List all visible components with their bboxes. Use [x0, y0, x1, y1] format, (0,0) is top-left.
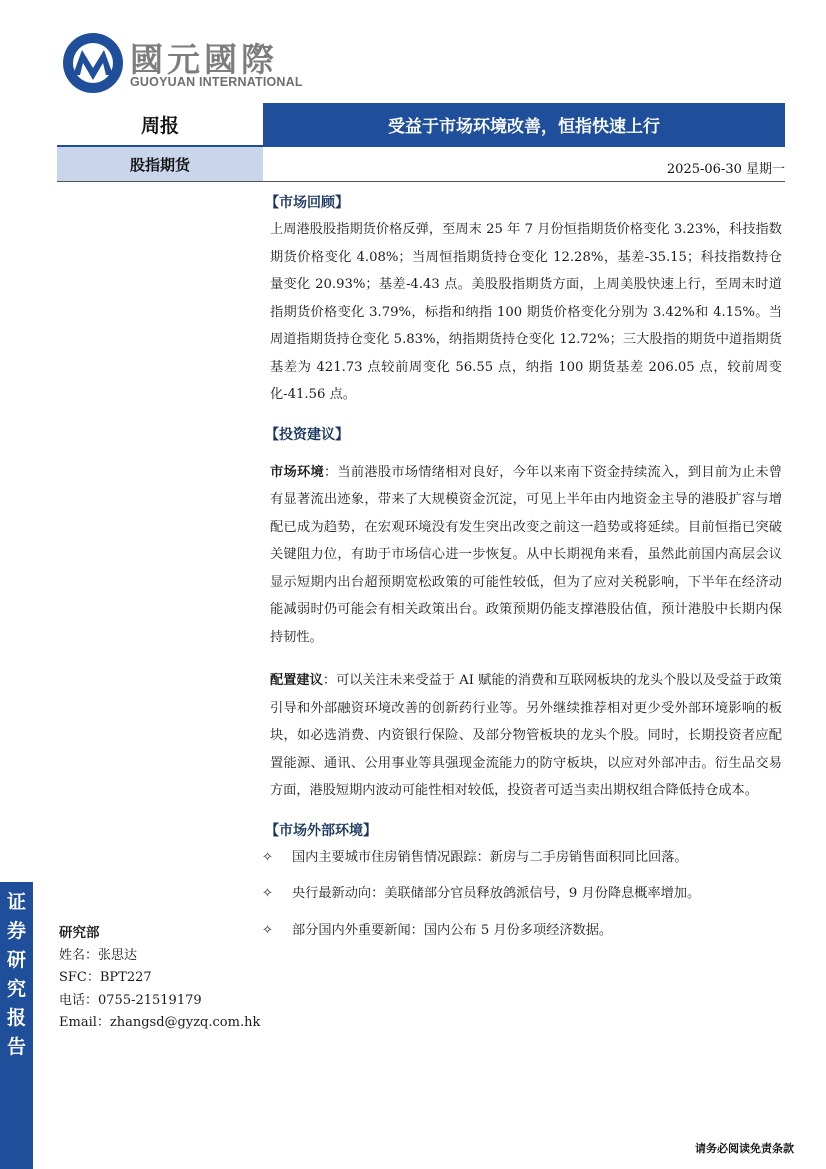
- research-contact: [59, 922, 260, 1035]
- external-environment-heading: 【市场外部环境】: [265, 822, 377, 839]
- list-item: [262, 880, 782, 908]
- side-char: 券: [6, 920, 26, 942]
- report-category: 股指期货: [57, 147, 263, 181]
- diamond-bullet-icon: ✧: [262, 886, 273, 901]
- research-heading: 研究部: [59, 925, 100, 941]
- allocation-advice-text: ：可以关注未来受益于 AI 赋能的消费和互联网板块的龙头个股以及受益于政策引导和外部融资环境改善的创新药行业等。另外继续推荐相对更少受外部环境影响的板块，如必选消费、内资银行保险、及部分物管板块的龙头个股。同时，长期投资者应配置能源、通讯、公用事业等具强现金流能力的防守板块，以应对外部冲击。衍生品交易方面，港股短期内波动可能性相对较低，投资者可适当卖出期权组合降低持仓成本。: [270, 673, 782, 798]
- allocation-advice-paragraph: [270, 667, 782, 805]
- investment-advice-heading: 【投资建议】: [265, 426, 349, 443]
- analyst-phone: 电话：0755-21519179: [59, 992, 202, 1008]
- list-item: [262, 917, 782, 945]
- category-divider: [57, 181, 785, 182]
- side-char: 究: [6, 978, 26, 1000]
- disclaimer-note: 请务必阅读免责条款: [695, 1142, 794, 1155]
- side-banner-text: [0, 888, 33, 1062]
- side-char: 报: [6, 1007, 26, 1029]
- diamond-bullet-icon: ✧: [262, 849, 273, 865]
- report-body: [262, 190, 783, 953]
- report-type-label: 周报: [140, 114, 179, 137]
- list-item-text: 部分国内外重要新闻：国内公布 5 月份多项经济数据。: [292, 922, 613, 938]
- analyst-sfc: SFC：BPT227: [59, 970, 152, 985]
- list-item-text: 央行最新动向：美联储部分官员释放鸽派信号，9 月份降息概率增加。: [292, 886, 701, 901]
- analyst-email: Email：zhangsd@gyzq.com.hk: [59, 1015, 261, 1030]
- company-logo: [60, 30, 303, 96]
- report-date: 2025-06-30 星期一: [666, 162, 785, 177]
- market-environment-text: ：当前港股市场情绪相对良好，今年以来南下资金持续流入，到目前为止未曾有显著流出迹象，带来了大规模资金沉淀，可见上半年由内地资金主导的港股扩容与增配已成为趋势，在宏观环境没有发生突出改变之前这一趋势或将延续。目前恒指已突破关键阻力位，有助于市场信心进一步恢复。从中长期视角来看，虽然此前国内高层会议显示短期内出台超预期宽松政策的可能性较低，但为了应对关税影响，下半年在经济动能减弱时仍可能会有相关政策出台。政策预期仍能支撑港股估值，预计港股中长期内保持韧性。: [270, 464, 783, 645]
- list-item: [262, 844, 782, 872]
- side-char: 研: [6, 949, 26, 971]
- logo-chinese-name: 國元國際: [130, 40, 278, 79]
- allocation-advice-label: 配置建议: [270, 673, 323, 688]
- market-environment-paragraph: [270, 459, 782, 652]
- guoyuan-logo-icon: [60, 30, 126, 96]
- market-review-heading: 【市场回顾】: [265, 195, 349, 211]
- analyst-name: 姓名：张思达: [59, 947, 138, 963]
- diamond-bullet-icon: ✧: [262, 922, 273, 938]
- market-review-text: 上周港股股指期货价格反弹，至周末 25 年 7 月份恒指期货价格变化 3.23%，科技指数期货价格变化 4.08%；当周恒指期货持仓变化 12.28%，基差-35.15；科技指数持仓量变化 20.93%；基差-4.43 点。美股股指期货方面，上周美股快速上行，至周末时道指期货价格变化 3.79%，标指和纳指 100 期货价格变化分别为 3.42%和 4.15%。当周道指期货持仓变化 5.83%，纳指期货持仓变化 12.72%；三大股指的期货中道指期货基差为 421.73 点较前周变化 56.55 点，纳指 100 期货基差 206.05 点，较前周变化-41.56 点。: [270, 222, 782, 402]
- report-title: 受益于市场环境改善，恒指快速上行: [263, 103, 785, 145]
- list-item-text: 国内主要城市住房销售情况跟踪：新房与二手房销售面积同比回落。: [292, 849, 688, 865]
- market-environment-label: 市场环境: [270, 464, 324, 480]
- logo-english-name: GUOYUAN INTERNATIONAL: [130, 75, 303, 89]
- side-char: 告: [6, 1036, 26, 1058]
- side-char: 证: [6, 891, 26, 913]
